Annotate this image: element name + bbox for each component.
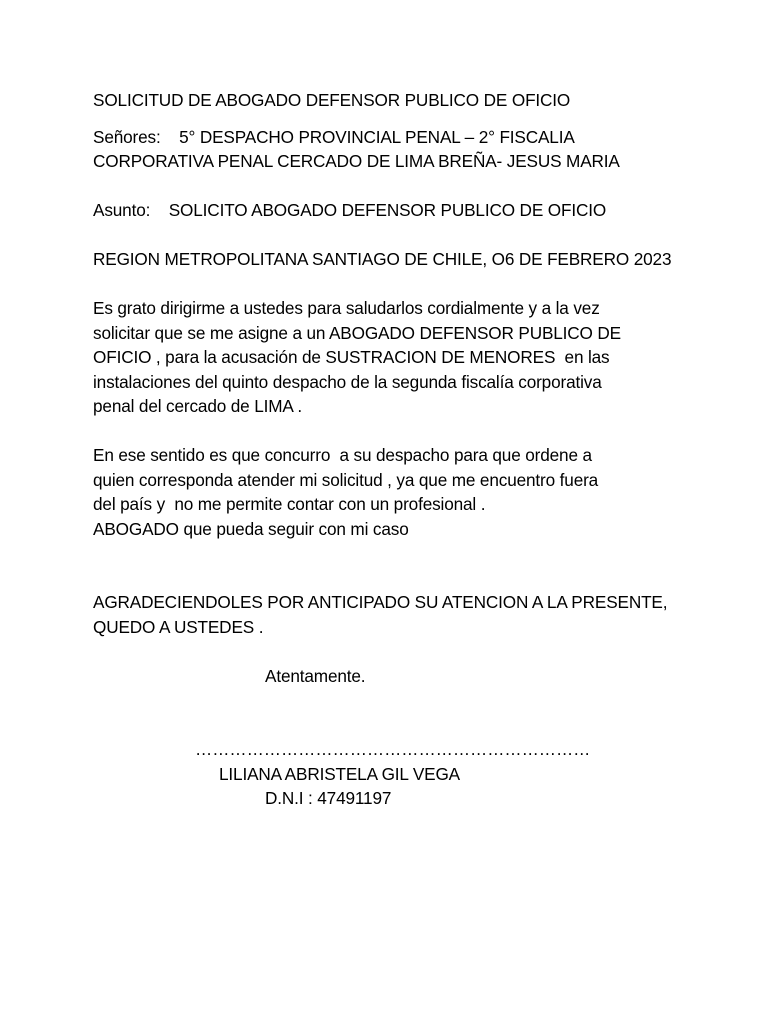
- paragraph-1-line: OFICIO , para la acusación de SUSTRACION DE MENORES en las: [93, 347, 610, 367]
- signature-line: ……………………………………………………………: [195, 739, 591, 759]
- paragraph-1-line: Es grato dirigirme a ustedes para saludarlos cordialmente y a la vez: [93, 298, 600, 318]
- closing-line: QUEDO A USTEDES .: [93, 616, 264, 637]
- paragraph-1-line: instalaciones del quinto despacho de la segunda fiscalía corporativa: [93, 371, 602, 392]
- recipient-line-1: Señores: 5° DESPACHO PROVINCIAL PENAL – 2° FISCALIA: [93, 126, 575, 147]
- spacer: [93, 272, 693, 297]
- spacer: [93, 174, 693, 199]
- spacer: [93, 639, 693, 664]
- subject-line: Asunto: SOLICITO ABOGADO DEFENSOR PUBLICO DE OFICIO: [93, 200, 607, 220]
- signer-id: D.N.I : 47491197: [265, 788, 392, 808]
- spacer: [93, 113, 693, 125]
- spacer: [93, 541, 693, 566]
- paragraph-1-line: solicitar que se me asigne a un ABOGADO DEFENSOR PUBLICO DE: [93, 322, 621, 343]
- paragraph-2-line: del país y no me permite contar con un profesional .: [93, 494, 486, 514]
- spacer: [93, 223, 693, 248]
- sign-off: Atentamente.: [265, 665, 366, 686]
- closing-line: AGRADECIENDOLES POR ANTICIPADO SU ATENCION A LA PRESENTE,: [93, 592, 668, 612]
- letter-body: [93, 88, 693, 811]
- letter-title: SOLICITUD DE ABOGADO DEFENSOR PUBLICO DE OFICIO: [93, 90, 571, 110]
- spacer: [93, 419, 693, 444]
- paragraph-2-line: En ese sentido es que concurro a su despacho para que ordene a: [93, 445, 592, 465]
- paragraph-2-line: ABOGADO que pueda seguir con mi caso: [93, 518, 409, 539]
- spacer: [93, 566, 693, 591]
- place-date-line: REGION METROPOLITANA SANTIAGO DE CHILE, O6 DE FEBRERO 2023: [93, 249, 672, 269]
- paragraph-2-line: quien corresponda atender mi solicitud , ya que me encuentro fuera: [93, 469, 599, 490]
- recipient-line-2: CORPORATIVA PENAL CERCADO DE LIMA BREÑA- JESUS MARIA: [93, 151, 620, 171]
- spacer: [93, 713, 693, 738]
- signer-name: LILIANA ABRISTELA GIL VEGA: [219, 763, 460, 784]
- paragraph-1-line: penal del cercado de LIMA .: [93, 396, 303, 416]
- spacer: [93, 688, 693, 713]
